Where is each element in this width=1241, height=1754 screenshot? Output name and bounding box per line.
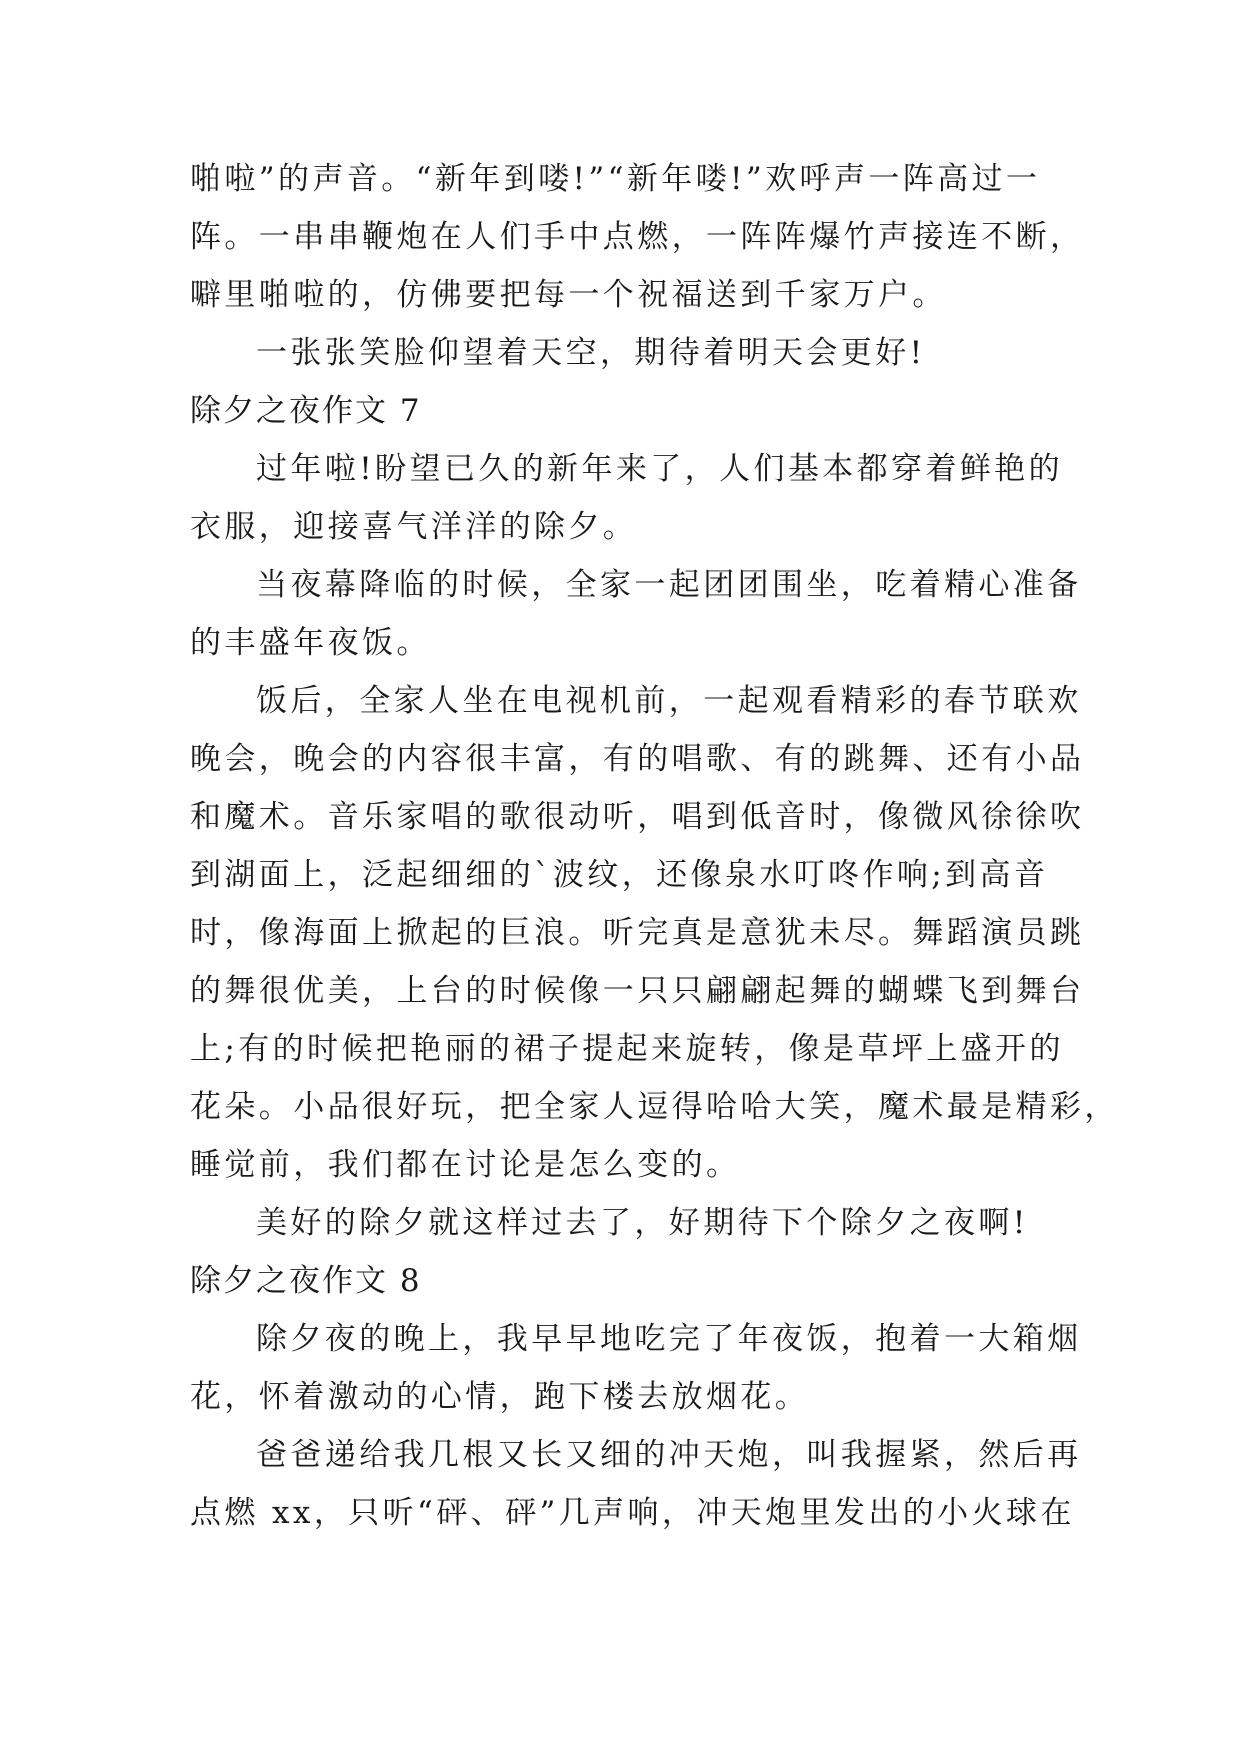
text-line: 花朵。小品很好玩，把全家人逗得哈哈大笑，魔术最是精彩， — [190, 1089, 1119, 1125]
text-line: 到湖面上，泛起细细的`波纹，还像泉水叮咚作响;到高音 — [190, 857, 1049, 893]
text-line: 除夕夜的晚上，我早早地吃完了年夜饭，抱着一大箱烟 — [256, 1321, 1082, 1357]
section-heading: 除夕之夜作文 8 — [190, 1263, 422, 1299]
text-line: 啪啦”的声音。“新年到喽!”“新年喽!”欢呼声一阵高过一 — [190, 161, 1041, 197]
text-line: 晚会，晚会的内容很丰富，有的唱歌、有的跳舞、还有小品 — [190, 741, 1085, 777]
text-line: 花，怀着激动的心情，跑下楼去放烟花。 — [190, 1379, 810, 1415]
text-line: 上;有的时候把艳丽的裙子提起来旋转，像是草坪上盛开的 — [190, 1031, 1064, 1067]
text-line: 时，像海面上掀起的巨浪。听完真是意犹未尽。舞蹈演员跳 — [190, 915, 1085, 951]
text-line: 饭后，全家人坐在电视机前，一起观看精彩的春节联欢 — [256, 683, 1082, 719]
text-line: 当夜幕降临的时候，全家一起团团围坐，吃着精心准备 — [256, 567, 1082, 603]
text-line: 爸爸递给我几根又长又细的冲天炮，叫我握紧，然后再 — [256, 1437, 1082, 1473]
text-line: 美好的除夕就这样过去了，好期待下个除夕之夜啊! — [256, 1205, 1029, 1241]
text-line: 阵。一串串鞭炮在人们手中点燃，一阵阵爆竹声接连不断， — [190, 219, 1085, 255]
text-line: 的舞很优美，上台的时候像一只只翩翩起舞的蝴蝶飞到舞台 — [190, 973, 1085, 1009]
text-line: 衣服，迎接喜气洋洋的除夕。 — [190, 509, 638, 545]
text-line: 点燃 xx，只听“砰、砰”几声响，冲天炮里发出的小火球在 — [190, 1495, 1075, 1531]
text-line: 和魔术。音乐家唱的歌很动听，唱到低音时，像微风徐徐吹 — [190, 799, 1085, 835]
document-page — [190, 150, 1119, 1542]
text-line: 睡觉前，我们都在讨论是怎么变的。 — [190, 1147, 741, 1183]
text-line: 一张张笑脸仰望着天空，期待着明天会更好! — [256, 335, 926, 371]
text-line: 噼里啪啦的，仿佛要把每一个祝福送到千家万户。 — [190, 277, 947, 313]
text-line: 的丰盛年夜饭。 — [190, 625, 431, 661]
section-heading: 除夕之夜作文 7 — [190, 393, 422, 429]
text-line: 过年啦!盼望已久的新年来了，人们基本都穿着鲜艳的 — [256, 451, 1064, 487]
